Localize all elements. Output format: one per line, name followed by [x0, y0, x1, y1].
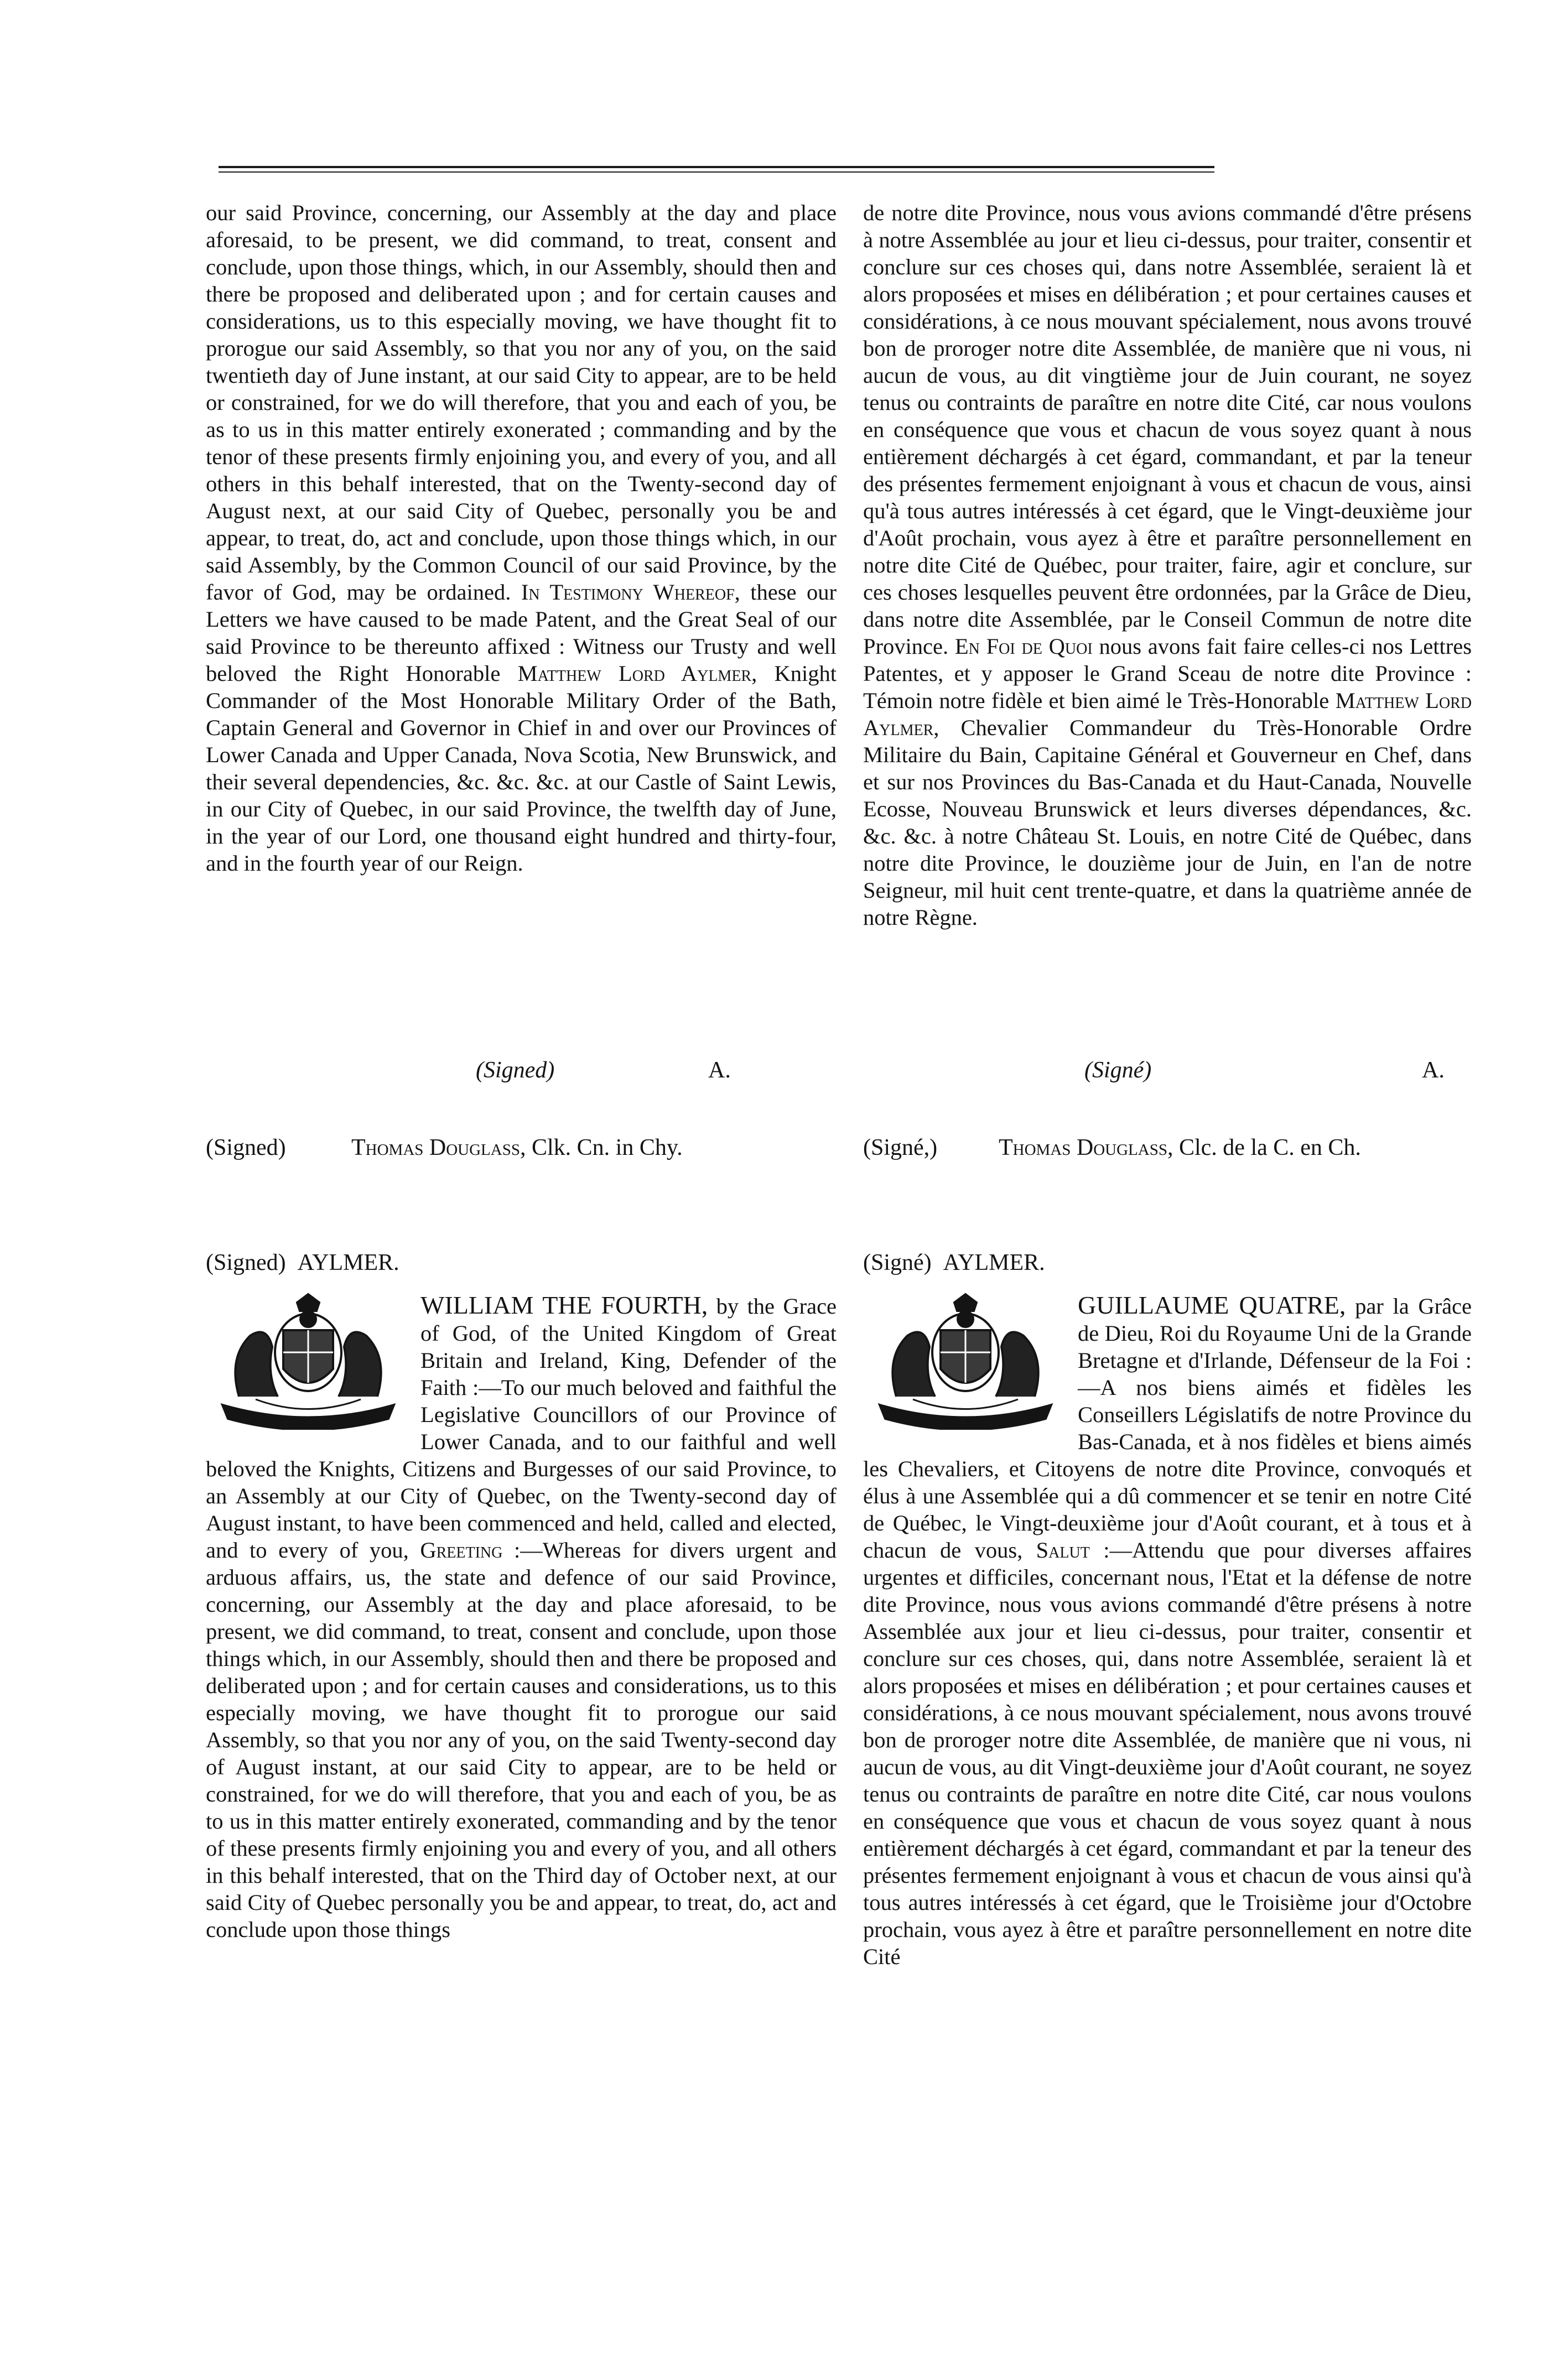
upper-english-text-3: Knight Commander of the Most Honorable Military Order of the Bath, Captain General and Governor in Chief in and over our Provinces of Lower Canada and Upper Canada, Nova Scotia, New Brunswick, and their several dependencies, &c. &c. &c. at our Castle of Saint Lewis, in our City of Quebec, in our said Province, the twelfth day of June, in the year of our Lord, one thousand eight hundred and thirty-four, and in the fourth year of our Reign.: [206, 661, 837, 876]
top-rule-thin: [219, 171, 1214, 173]
fr-signed-initial: A.: [1422, 1058, 1445, 1083]
upper-french-testimony: En Foi de Quoi: [954, 634, 1093, 659]
fr-aylmer-line: [863, 1249, 1045, 1277]
en-clerk-title: Clk. Cn. in Chy.: [531, 1135, 683, 1160]
upper-english-text-1: our said Province, concerning, our Assembly at the day and place aforesaid, to be present, we did command, to treat, consent and conclude, upon those things, which, in our Assembly, should then and there be proposed and deliberated upon ; and for certain causes and considerations, us to this especially moving, we have thought fit to prorogue our said Assembly, so that you nor any of you, on the said twentieth day of June instant, at our said City to appear, are to be held or constrained, for we do will therefore, that you and each of you, be as to us in this matter entirely exonerated ; commanding and by the tenor of these presents firmly enjoining you, and every of you, and all others in this behalf interested, that on the Twenty-second day of August next, at our said City of Quebec, personally you be and appear, to treat, do, act and conclude, upon those things which, in our said Assembly, by the Common Council of our said Province, by the favor of God, may be ordained.: [206, 200, 837, 605]
en-signed-initial: A.: [708, 1058, 731, 1083]
royal-coat-of-arms-icon: [206, 1291, 411, 1430]
upper-french-governor: Matthew Lord Aylmer,: [863, 688, 1472, 740]
upper-french-text-3: Chevalier Commandeur du Très-Honorable Ordre Militaire du Bain, Capitaine Général et Gouverneur en Chef, dans et sur nos Provinces du Bas-Canada et du Haut-Canada, Nouvelle Ecosse, Nouveau Brunswick et leurs diverses dépendances, &c. &c. &c. à notre Château St. Louis, en notre Cité de Québec, dans notre dite Province, le douzième jour de Juin, en l'an de notre Seigneur, mil huit cent trente-quatre, et dans la quatrième année de notre Règne.: [863, 715, 1472, 930]
upper-french-text-2: nous avons fait faire celles-ci nos Lettres Patentes, et y apposer le Grand Sceau de notre dite Province : Témoin notre fidèle et bien aimé le Très-Honorable: [863, 634, 1472, 713]
en-aylmer-label: (Signed): [206, 1250, 286, 1275]
lower-english-text-1: by the Grace of God, of the United Kingdom of Great Britain and Ireland, King, Defender of the Faith :—To our much beloved and faithful the Legislative Councillors of our Province of Lower Canada, and to our faithful and well beloved the Knights, Citizens and Burgesses of our said Province, to an Assembly at our City of Quebec, on the Twenty-second day of August instant, to have been commenced and held, called and elected, and to every of you,: [206, 1294, 837, 1563]
royal-coat-of-arms-icon-fr: [863, 1291, 1068, 1430]
lower-french-text-2: —Attendu que pour diverses affaires urgentes et difficiles, concernant nous, l'Etat et la défense de notre dite Province, nous vous avions commandé d'être présens à notre Assemblée aux jour et lieu ci-dessus, pour traiter, consentir et conclure sur ces choses, qui, dans notre Assemblée, seraient là et alors proposées et mises en délibération ; et pour certaines causes et considérations, à ce nous mouvant spécialement, nous avons trouvé bon de proroger notre dite Assemblée, de manière que ni vous, ni aucun de vous, au dit Vingt-deuxième jour d'Août courant, ne soyez tenus ou contraints de paraître en notre dite Cité, car nous voulons en conséquence que vous et chacun de vous soyez quant à nous entièrement déchargés à cet égard, commandant et par la teneur des présentes fermement enjoignant à vous et chacun de vous ainsi qu'à tous autres intéressés à cet égard, que le Troisième jour d'Octobre prochain, vous ayez à être et paraître personnellement en notre dite Cité: [863, 1538, 1472, 1969]
lower-english-text-2: —Whereas for divers urgent and arduous affairs, us, the state and defence of our said Province, concerning, our Assembly at the day and place aforesaid, to be present, we did command, to treat, consent and conclude, upon those things which, in our Assembly, should then and there be proposed and deliberated upon ; and for certain causes and considerations, us to this especially moving, we have thought fit to prorogue our said Assembly, so that you nor any of you, on the said Twenty-second day of August instant, at our said City to appear, are to be held or constrained, for we do will therefore, that you and each of you, be as to us in this matter entirely exonerated, commanding and by the tenor of these presents firmly enjoining you and every of you, and all others in this behalf interested, that on the Third day of October next, at our said City of Quebec personally you be and appear, to treat, do, act and conclude upon those things: [206, 1538, 837, 1942]
lower-french-greeting: Salut :: [1036, 1538, 1110, 1563]
en-clerk-label: (Signed): [206, 1135, 286, 1160]
upper-english-paragraph: [206, 199, 837, 877]
upper-english-testimony: In Testimony Whereof,: [521, 580, 740, 605]
top-rule: [219, 166, 1214, 168]
fr-clerk-label: (Signé,): [863, 1135, 938, 1160]
en-signed-line: [476, 1056, 554, 1084]
upper-english-column: [206, 199, 837, 877]
en-clerk-name: Thomas Douglass,: [351, 1135, 526, 1160]
lower-french-heading: GUILLAUME QUATRE,: [1078, 1291, 1346, 1319]
fr-clerk-line: [999, 1134, 1361, 1162]
upper-english-governor: Matthew Lord Aylmer,: [517, 661, 757, 686]
lower-english-greeting: Greeting :: [420, 1538, 521, 1563]
fr-aylmer-name: AYLMER.: [943, 1250, 1045, 1275]
fr-aylmer-label: (Signé): [863, 1250, 932, 1275]
upper-french-column: [863, 199, 1472, 931]
lower-french-column: [863, 1291, 1472, 1970]
lower-english-heading: WILLIAM THE FOURTH,: [420, 1291, 708, 1319]
en-clerk-line: [351, 1134, 683, 1162]
fr-signed-line: [1084, 1056, 1151, 1084]
upper-english-text-2: these our Letters we have caused to be made Patent, and the Great Seal of our said Province to be thereunto affixed : Witness our Trusty and well beloved the Right Honorable: [206, 580, 837, 686]
en-aylmer-name: AYLMER.: [297, 1250, 399, 1275]
fr-clerk-title: Clc. de la C. en Ch.: [1178, 1135, 1361, 1160]
en-signed-label: (Signed): [476, 1058, 555, 1083]
lower-french-text-1: par la Grâce de Dieu, Roi du Royaume Uni de la Grande Bretagne et d'Irlande, Défenseur de la Foi :—A nos biens aimés et fidèles les Conseillers Législatifs de notre Province du Bas-Canada, et à nos fidèles et biens aimés les Chevaliers, et Citoyens de notre dite Province, convoqués et élus à une Assemblée qui a dû commencer et se tenir en notre Cité de Québec, le Vingt-deuxième jour d'Août courant, et à tous et à chacun de vous,: [863, 1294, 1472, 1563]
en-aylmer-line: [206, 1249, 399, 1277]
fr-clerk-name: Thomas Douglass,: [999, 1135, 1173, 1160]
lower-english-column: [206, 1291, 837, 1943]
upper-french-paragraph: [863, 199, 1472, 931]
upper-french-text-1: de notre dite Province, nous vous avions commandé d'être présens à notre Assemblée au jour et lieu ci-dessus, pour traiter, consentir et conclure sur ces choses qui, dans notre Assemblée, seraient là et alors proposées et mises en délibération ; et pour certaines causes et considérations, à ce nous mouvant spécialement, nous avons trouvé bon de proroger notre dite Assemblée, de manière que ni vous, ni aucun de vous, au dit vingtième jour de Juin courant, ne soyez tenus ou contraints de paraître en notre dite Cité, car nous voulons en conséquence que vous et chacun de vous soyez quant à nous entièrement déchargés à cet égard, commandant, et par la teneur des présentes fermement enjoignant à vous et chacun de vous, ainsi qu'à tous autres intéressés à cet égard, que le Vingt-deuxième jour d'Août prochain, vous ayez à être et paraître personnellement en notre dite Cité de Québec, pour traiter, faire, agir et conclure, sur ces choses lesquelles peuvent être ordonnées, par la Grâce de Dieu, dans notre dite Assemblée, par le Conseil Commun de notre dite Province.: [863, 200, 1472, 659]
fr-signed-label: (Signé): [1084, 1058, 1152, 1083]
